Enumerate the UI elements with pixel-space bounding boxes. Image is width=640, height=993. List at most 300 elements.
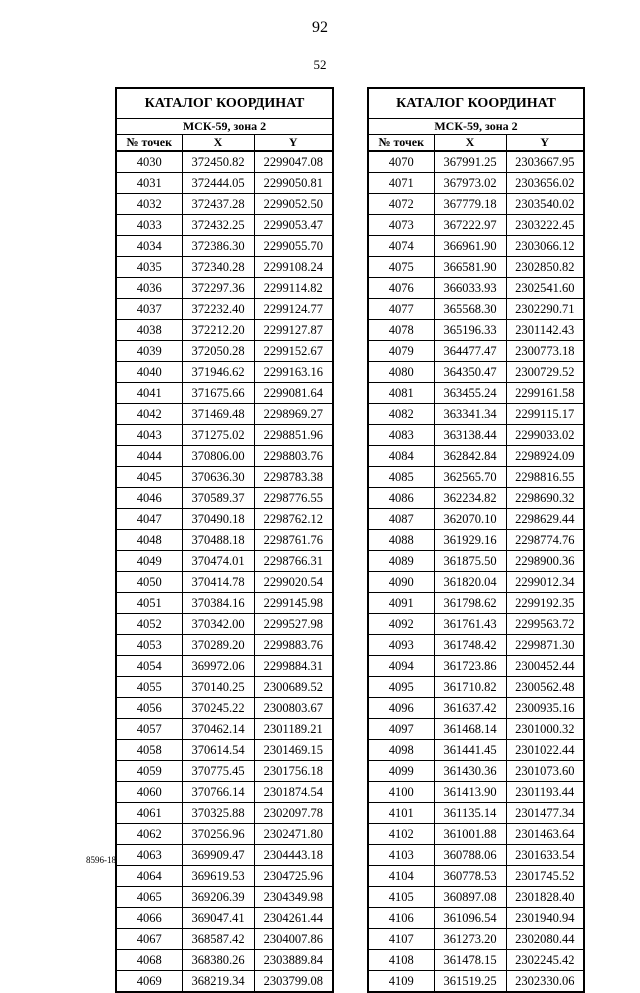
x-coordinate: 360897.08: [434, 887, 506, 908]
point-number: 4041: [116, 383, 182, 404]
point-number: 4050: [116, 572, 182, 593]
x-coordinate: 370488.18: [182, 530, 254, 551]
col-header-x: X: [434, 135, 506, 152]
table-row: [116, 824, 333, 845]
table-row: [116, 151, 333, 173]
y-coordinate: 2301756.18: [254, 761, 333, 782]
x-coordinate: 361929.16: [434, 530, 506, 551]
x-coordinate: 372050.28: [182, 341, 254, 362]
table-row: [116, 656, 333, 677]
y-coordinate: 2299145.98: [254, 593, 333, 614]
point-number: 4069: [116, 971, 182, 993]
table-row: [368, 488, 584, 509]
table-row: [368, 236, 584, 257]
point-number: 4078: [368, 320, 434, 341]
point-number: 4061: [116, 803, 182, 824]
x-coordinate: 365196.33: [434, 320, 506, 341]
y-coordinate: 2299563.72: [506, 614, 584, 635]
x-coordinate: 372297.36: [182, 278, 254, 299]
y-coordinate: 2301189.21: [254, 719, 333, 740]
table-row: [116, 173, 333, 194]
table-row: [368, 719, 584, 740]
x-coordinate: 361761.43: [434, 614, 506, 635]
point-number: 4032: [116, 194, 182, 215]
y-coordinate: 2301477.34: [506, 803, 584, 824]
x-coordinate: 362842.84: [434, 446, 506, 467]
table-row: [116, 383, 333, 404]
y-coordinate: 2303222.45: [506, 215, 584, 236]
x-coordinate: 361135.14: [434, 803, 506, 824]
table-row: [116, 320, 333, 341]
table-row: [368, 866, 584, 887]
x-coordinate: 362565.70: [434, 467, 506, 488]
point-number: 4099: [368, 761, 434, 782]
y-coordinate: 2299871.30: [506, 635, 584, 656]
zone-label: МСК-59, зона 2: [116, 119, 333, 135]
table-row: [116, 803, 333, 824]
y-coordinate: 2299047.08: [254, 151, 333, 173]
table-row: [368, 614, 584, 635]
x-coordinate: 369909.47: [182, 845, 254, 866]
table-row: [368, 446, 584, 467]
x-coordinate: 360788.06: [434, 845, 506, 866]
x-coordinate: 370775.45: [182, 761, 254, 782]
point-number: 4087: [368, 509, 434, 530]
table-row: [368, 572, 584, 593]
point-number: 4082: [368, 404, 434, 425]
table-row: [368, 509, 584, 530]
point-number: 4098: [368, 740, 434, 761]
y-coordinate: 2298851.96: [254, 425, 333, 446]
y-coordinate: 2301828.40: [506, 887, 584, 908]
x-coordinate: 361478.15: [434, 950, 506, 971]
point-number: 4100: [368, 782, 434, 803]
x-coordinate: 365568.30: [434, 299, 506, 320]
y-coordinate: 2299883.76: [254, 635, 333, 656]
table-row: [116, 845, 333, 866]
y-coordinate: 2303799.08: [254, 971, 333, 993]
table-row: [116, 488, 333, 509]
y-coordinate: 2303656.02: [506, 173, 584, 194]
y-coordinate: 2301469.15: [254, 740, 333, 761]
point-number: 4102: [368, 824, 434, 845]
x-coordinate: 372432.25: [182, 215, 254, 236]
table-row: [116, 278, 333, 299]
sub-page-number: 52: [313, 57, 327, 72]
y-coordinate: 2299115.17: [506, 404, 584, 425]
y-coordinate: 2299163.16: [254, 362, 333, 383]
y-coordinate: 2302471.80: [254, 824, 333, 845]
x-coordinate: 363138.44: [434, 425, 506, 446]
x-coordinate: 366033.93: [434, 278, 506, 299]
y-coordinate: 2302097.78: [254, 803, 333, 824]
y-coordinate: 2298766.31: [254, 551, 333, 572]
table-row: [116, 404, 333, 425]
y-coordinate: 2300452.44: [506, 656, 584, 677]
table-row: [368, 656, 584, 677]
x-coordinate: 368219.34: [182, 971, 254, 993]
point-number: 4103: [368, 845, 434, 866]
y-coordinate: 2299052.50: [254, 194, 333, 215]
x-coordinate: 361798.62: [434, 593, 506, 614]
table-row: [368, 215, 584, 236]
point-number: 4080: [368, 362, 434, 383]
y-coordinate: 2298803.76: [254, 446, 333, 467]
point-number: 4044: [116, 446, 182, 467]
y-coordinate: 2300935.16: [506, 698, 584, 719]
y-coordinate: 2302290.71: [506, 299, 584, 320]
x-coordinate: 362234.82: [434, 488, 506, 509]
point-number: 4049: [116, 551, 182, 572]
table-row: [116, 635, 333, 656]
point-number: 4077: [368, 299, 434, 320]
x-coordinate: 371275.02: [182, 425, 254, 446]
table-row: [368, 971, 584, 993]
point-number: 4088: [368, 530, 434, 551]
coordinate-table-right: [367, 87, 585, 993]
x-coordinate: 371469.48: [182, 404, 254, 425]
point-number: 4051: [116, 593, 182, 614]
point-number: 4075: [368, 257, 434, 278]
y-coordinate: 2300729.52: [506, 362, 584, 383]
point-number: 4074: [368, 236, 434, 257]
point-number: 4094: [368, 656, 434, 677]
point-number: 4035: [116, 257, 182, 278]
x-coordinate: 370636.30: [182, 467, 254, 488]
point-number: 4052: [116, 614, 182, 635]
table-row: [116, 866, 333, 887]
y-coordinate: 2298783.38: [254, 467, 333, 488]
point-number: 4033: [116, 215, 182, 236]
table-row: [368, 929, 584, 950]
point-number: 4106: [368, 908, 434, 929]
y-coordinate: 2302245.42: [506, 950, 584, 971]
x-coordinate: 370474.01: [182, 551, 254, 572]
table-row: [116, 299, 333, 320]
catalog-title: КАТАЛОГ КООРДИНАТ: [116, 88, 333, 119]
x-coordinate: 371675.66: [182, 383, 254, 404]
table-row: [116, 236, 333, 257]
point-number: 4073: [368, 215, 434, 236]
y-coordinate: 2299055.70: [254, 236, 333, 257]
x-coordinate: 368587.42: [182, 929, 254, 950]
table-row: [368, 467, 584, 488]
point-number: 4060: [116, 782, 182, 803]
x-coordinate: 361273.20: [434, 929, 506, 950]
x-coordinate: 367779.18: [434, 194, 506, 215]
y-coordinate: 2301193.44: [506, 782, 584, 803]
y-coordinate: 2303066.12: [506, 236, 584, 257]
x-coordinate: 370806.00: [182, 446, 254, 467]
x-coordinate: 361875.50: [434, 551, 506, 572]
table-row: [368, 824, 584, 845]
y-coordinate: 2298816.55: [506, 467, 584, 488]
table-row: [368, 593, 584, 614]
table-row: [368, 950, 584, 971]
table-row: [368, 740, 584, 761]
table-row: [368, 425, 584, 446]
y-coordinate: 2304261.44: [254, 908, 333, 929]
point-number: 4089: [368, 551, 434, 572]
col-header-point: № точек: [368, 135, 434, 152]
x-coordinate: 370140.25: [182, 677, 254, 698]
point-number: 4068: [116, 950, 182, 971]
table-row: [368, 698, 584, 719]
point-number: 4079: [368, 341, 434, 362]
table-row: [116, 446, 333, 467]
table-row: [116, 887, 333, 908]
x-coordinate: 361519.25: [434, 971, 506, 993]
x-coordinate: 367222.97: [434, 215, 506, 236]
coordinate-table-left: [115, 87, 334, 993]
y-coordinate: 2301940.94: [506, 908, 584, 929]
y-coordinate: 2300773.18: [506, 341, 584, 362]
x-coordinate: 370766.14: [182, 782, 254, 803]
table-row: [368, 320, 584, 341]
y-coordinate: 2299152.67: [254, 341, 333, 362]
table-row: [368, 761, 584, 782]
x-coordinate: 366961.90: [434, 236, 506, 257]
table-row: [368, 635, 584, 656]
y-coordinate: 2301633.54: [506, 845, 584, 866]
y-coordinate: 2298776.55: [254, 488, 333, 509]
table-row: [116, 467, 333, 488]
y-coordinate: 2301073.60: [506, 761, 584, 782]
table-row: [368, 782, 584, 803]
x-coordinate: 361820.04: [434, 572, 506, 593]
col-header-x: X: [182, 135, 254, 152]
point-number: 4090: [368, 572, 434, 593]
y-coordinate: 2299114.82: [254, 278, 333, 299]
point-number: 4072: [368, 194, 434, 215]
y-coordinate: 2298761.76: [254, 530, 333, 551]
y-coordinate: 2298924.09: [506, 446, 584, 467]
y-coordinate: 2299161.58: [506, 383, 584, 404]
y-coordinate: 2299033.02: [506, 425, 584, 446]
y-coordinate: 2304443.18: [254, 845, 333, 866]
x-coordinate: 370589.37: [182, 488, 254, 509]
point-number: 4109: [368, 971, 434, 993]
y-coordinate: 2301000.32: [506, 719, 584, 740]
y-coordinate: 2304349.98: [254, 887, 333, 908]
point-number: 4105: [368, 887, 434, 908]
point-number: 4045: [116, 467, 182, 488]
x-coordinate: 370342.00: [182, 614, 254, 635]
y-coordinate: 2298762.12: [254, 509, 333, 530]
point-number: 4031: [116, 173, 182, 194]
x-coordinate: 372386.30: [182, 236, 254, 257]
point-number: 4062: [116, 824, 182, 845]
table-row: [116, 551, 333, 572]
table-row: [116, 362, 333, 383]
point-number: 4067: [116, 929, 182, 950]
point-number: 4071: [368, 173, 434, 194]
y-coordinate: 2300803.67: [254, 698, 333, 719]
point-number: 4063: [116, 845, 182, 866]
y-coordinate: 2301745.52: [506, 866, 584, 887]
x-coordinate: 370614.54: [182, 740, 254, 761]
y-coordinate: 2302080.44: [506, 929, 584, 950]
table-row: [116, 782, 333, 803]
table-row: [116, 530, 333, 551]
table-row: [116, 614, 333, 635]
y-coordinate: 2298969.27: [254, 404, 333, 425]
x-coordinate: 364350.47: [434, 362, 506, 383]
x-coordinate: 370384.16: [182, 593, 254, 614]
table-row: [368, 551, 584, 572]
x-coordinate: 363341.34: [434, 404, 506, 425]
point-number: 4043: [116, 425, 182, 446]
table-row: [116, 425, 333, 446]
point-number: 4066: [116, 908, 182, 929]
point-number: 4034: [116, 236, 182, 257]
table-row: [368, 341, 584, 362]
table-row: [116, 509, 333, 530]
table-row: [368, 278, 584, 299]
table-row: [116, 971, 333, 993]
y-coordinate: 2302541.60: [506, 278, 584, 299]
point-number: 4046: [116, 488, 182, 509]
table-row: [368, 908, 584, 929]
x-coordinate: 372450.82: [182, 151, 254, 173]
y-coordinate: 2299527.98: [254, 614, 333, 635]
x-coordinate: 370490.18: [182, 509, 254, 530]
point-number: 4070: [368, 151, 434, 173]
x-coordinate: 361468.14: [434, 719, 506, 740]
y-coordinate: 2300689.52: [254, 677, 333, 698]
point-number: 4038: [116, 320, 182, 341]
x-coordinate: 361748.42: [434, 635, 506, 656]
x-coordinate: 363455.24: [434, 383, 506, 404]
x-coordinate: 364477.47: [434, 341, 506, 362]
table-row: [116, 257, 333, 278]
y-coordinate: 2299053.47: [254, 215, 333, 236]
x-coordinate: 361430.36: [434, 761, 506, 782]
table-row: [116, 761, 333, 782]
x-coordinate: 367991.25: [434, 151, 506, 173]
point-number: 4107: [368, 929, 434, 950]
table-row: [368, 194, 584, 215]
table-row: [368, 173, 584, 194]
x-coordinate: 361413.90: [434, 782, 506, 803]
point-number: 4054: [116, 656, 182, 677]
y-coordinate: 2299081.64: [254, 383, 333, 404]
table-row: [116, 908, 333, 929]
point-number: 4037: [116, 299, 182, 320]
point-number: 4101: [368, 803, 434, 824]
point-number: 4039: [116, 341, 182, 362]
point-number: 4085: [368, 467, 434, 488]
point-number: 4053: [116, 635, 182, 656]
point-number: 4047: [116, 509, 182, 530]
y-coordinate: 2302850.82: [506, 257, 584, 278]
x-coordinate: 360778.53: [434, 866, 506, 887]
point-number: 4081: [368, 383, 434, 404]
table-row: [368, 383, 584, 404]
table-row: [116, 572, 333, 593]
x-coordinate: 361723.86: [434, 656, 506, 677]
point-number: 4065: [116, 887, 182, 908]
y-coordinate: 2298774.76: [506, 530, 584, 551]
table-row: [116, 950, 333, 971]
table-row: [116, 341, 333, 362]
y-coordinate: 2298900.36: [506, 551, 584, 572]
point-number: 4091: [368, 593, 434, 614]
x-coordinate: 369047.41: [182, 908, 254, 929]
x-coordinate: 369619.53: [182, 866, 254, 887]
table-row: [368, 299, 584, 320]
catalog-title: КАТАЛОГ КООРДИНАТ: [368, 88, 584, 119]
point-number: 4064: [116, 866, 182, 887]
x-coordinate: 370462.14: [182, 719, 254, 740]
point-number: 4055: [116, 677, 182, 698]
table-row: [116, 593, 333, 614]
x-coordinate: 361637.42: [434, 698, 506, 719]
table-row: [368, 677, 584, 698]
point-number: 4058: [116, 740, 182, 761]
point-number: 4095: [368, 677, 434, 698]
table-row: [368, 404, 584, 425]
point-number: 4056: [116, 698, 182, 719]
x-coordinate: 369206.39: [182, 887, 254, 908]
x-coordinate: 361096.54: [434, 908, 506, 929]
table-row: [368, 362, 584, 383]
col-header-y: Y: [506, 135, 584, 152]
y-coordinate: 2299108.24: [254, 257, 333, 278]
y-coordinate: 2299884.31: [254, 656, 333, 677]
table-row: [116, 677, 333, 698]
y-coordinate: 2302330.06: [506, 971, 584, 993]
x-coordinate: 372437.28: [182, 194, 254, 215]
table-row: [368, 257, 584, 278]
x-coordinate: 370414.78: [182, 572, 254, 593]
x-coordinate: 370256.96: [182, 824, 254, 845]
y-coordinate: 2299020.54: [254, 572, 333, 593]
point-number: 4093: [368, 635, 434, 656]
y-coordinate: 2299192.35: [506, 593, 584, 614]
y-coordinate: 2303540.02: [506, 194, 584, 215]
y-coordinate: 2301463.64: [506, 824, 584, 845]
y-coordinate: 2304725.96: [254, 866, 333, 887]
y-coordinate: 2298690.32: [506, 488, 584, 509]
y-coordinate: 2299012.34: [506, 572, 584, 593]
table-row: [368, 845, 584, 866]
point-number: 4057: [116, 719, 182, 740]
table-row: [368, 887, 584, 908]
point-number: 4084: [368, 446, 434, 467]
y-coordinate: 2304007.86: [254, 929, 333, 950]
point-number: 4042: [116, 404, 182, 425]
point-number: 4092: [368, 614, 434, 635]
point-number: 4048: [116, 530, 182, 551]
footer-code: 8596-18: [86, 855, 116, 865]
y-coordinate: 2301874.54: [254, 782, 333, 803]
table-row: [116, 929, 333, 950]
table-row: [368, 151, 584, 173]
x-coordinate: 372232.40: [182, 299, 254, 320]
table-row: [116, 194, 333, 215]
x-coordinate: 369972.06: [182, 656, 254, 677]
x-coordinate: 371946.62: [182, 362, 254, 383]
x-coordinate: 361001.88: [434, 824, 506, 845]
x-coordinate: 362070.10: [434, 509, 506, 530]
y-coordinate: 2299050.81: [254, 173, 333, 194]
point-number: 4040: [116, 362, 182, 383]
page-number: 92: [312, 19, 328, 36]
point-number: 4097: [368, 719, 434, 740]
table-row: [368, 803, 584, 824]
point-number: 4030: [116, 151, 182, 173]
